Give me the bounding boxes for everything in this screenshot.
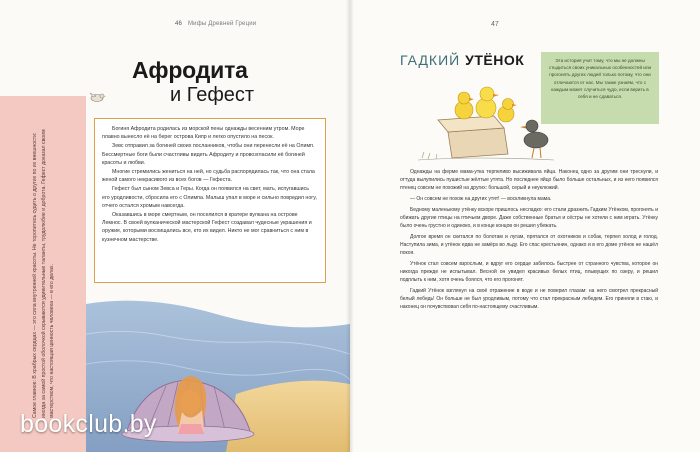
page-title: Афродита <box>132 57 248 83</box>
left-running-head <box>175 21 256 27</box>
ducklings-illustration <box>408 80 558 164</box>
page-subtitle: и Гефест <box>170 84 255 106</box>
paragraph-5: Утёнок стал совсем взрослым, и вдруг его сердце забилось быстрее от странного чувства, которое он никогда прежде не испытывал. Весной он увидел красивых белых птиц, плывущих по озеру, и решил подплыть к ним, хотя очень боялся, что его прогонят. <box>400 261 658 283</box>
paragraph-2: — Он совсем не похож на других утят! — воскликнула мама. <box>410 196 552 202</box>
story-title-bold: УТЁНОК <box>465 52 525 68</box>
paragraph-5: Оказавшись в море смертным, он поселился в кратере вулкана на острове Лемнос. В своей вулканической мастерской Гефест создавал чудесные украшения и оружие, которыми восхищались все, кто их видел. Никто не мог сравниться с ним в кузнечном мастерстве. <box>102 212 312 243</box>
sidebar-text: Самое главное: В храбрых сердцах — это сила внутренней красоты. Не торопитесь судить о других по их внешности: иногда за самой простой оболочкой скрываются удивительные таланты, трудолюбие и доброта. Гефест доказал своим мастерством, что настоящая ценность человека — в его делах. <box>32 129 56 418</box>
paragraph-1: Однажды на ферме мама-утка терпеливо высиживала яйца. Наконец одно за другим они треснули, и оттуда вылупились пушистые жёлтые утята. Но последнее яйцо было больше остальных, и из него появился птенец совсем не похожий на других: большой, серый и неуклюжий. <box>400 169 658 191</box>
paragraph-3: Многие стремились жениться на ней, но судьба распорядилась так, что она стала женой самого некрасивого из всех богов — Гефеста. <box>102 169 315 184</box>
moral-note-box: Эта история учит тому, что мы не должны стыдиться своих уникальных особенностей или прогонять других людей только потому, что они отличаются от нас. Мы также узнаём, что с каждым может случиться чудо, если верить в себя и не сдаваться. <box>541 52 659 124</box>
paragraph-4: Долгое время он скитался по болотам и лугам, прятался от охотников и собак, терпел холод и голод. Наступила зима, и утёнок едва не замёрз во льду. Его спас крестьянин, однако и в его доме утёнок не нашёл покоя. <box>400 234 658 256</box>
left-running-head-text: Мифы Древней Греции <box>187 21 257 27</box>
story-text-box <box>94 118 326 283</box>
right-page-number: 47 <box>491 21 499 28</box>
paragraph-3: Бедному маленькому утёнку вскоре пришлось несладко: его стали дразнить Гадким Утёнком, прогонять и обижать другие птицы на птичьем дворе. Даже собственные братья и сёстры не хотели с ним играть. Утёнку было очень грустно и одиноко, и в конце концов он решил убежать. <box>400 207 658 229</box>
paragraph-6: Гадкий Утёнок взглянул на своё отражение в воде и не поверил глазам: на него смотрел прекрасный белый лебедь! Он больше не был уродливым, потому что стал прекрасным лебедем. Его приняли в стаю, и наконец он почувствовал себя по-настоящему счастливым. <box>400 288 658 310</box>
paragraph-1: Богиня Афродита родилась из морской пены однажды весенним утром. Море плавно вынесло её на берег острова Кипр и легко опустило на песок. <box>102 126 305 141</box>
sidebar-text-wrap <box>4 120 84 420</box>
right-page <box>350 0 700 452</box>
story-title <box>400 52 524 68</box>
paragraph-2: Зевс отправил за богиней своих посланников, чтобы они перенесли её на Олимп. Бессмертные боги были счастливы видеть Афродиту и провозгласили её богиней красоты и любви. <box>102 143 315 166</box>
book-gutter <box>346 0 354 452</box>
story-body <box>400 168 658 418</box>
left-page-number: 46 <box>175 21 183 27</box>
watermark-text: bookclub.by <box>20 410 157 438</box>
paragraph-4: Гефест был сыном Зевса и Геры. Когда он появился на свет, мать, испугавшись его уродливости, сбросила его с Олимпа. Малыш упал в море и сильно повредил ногу, отчего остался хромым навсегда. <box>102 186 317 209</box>
story-title-light: ГАДКИЙ <box>400 52 461 68</box>
dove-icon <box>88 90 106 104</box>
